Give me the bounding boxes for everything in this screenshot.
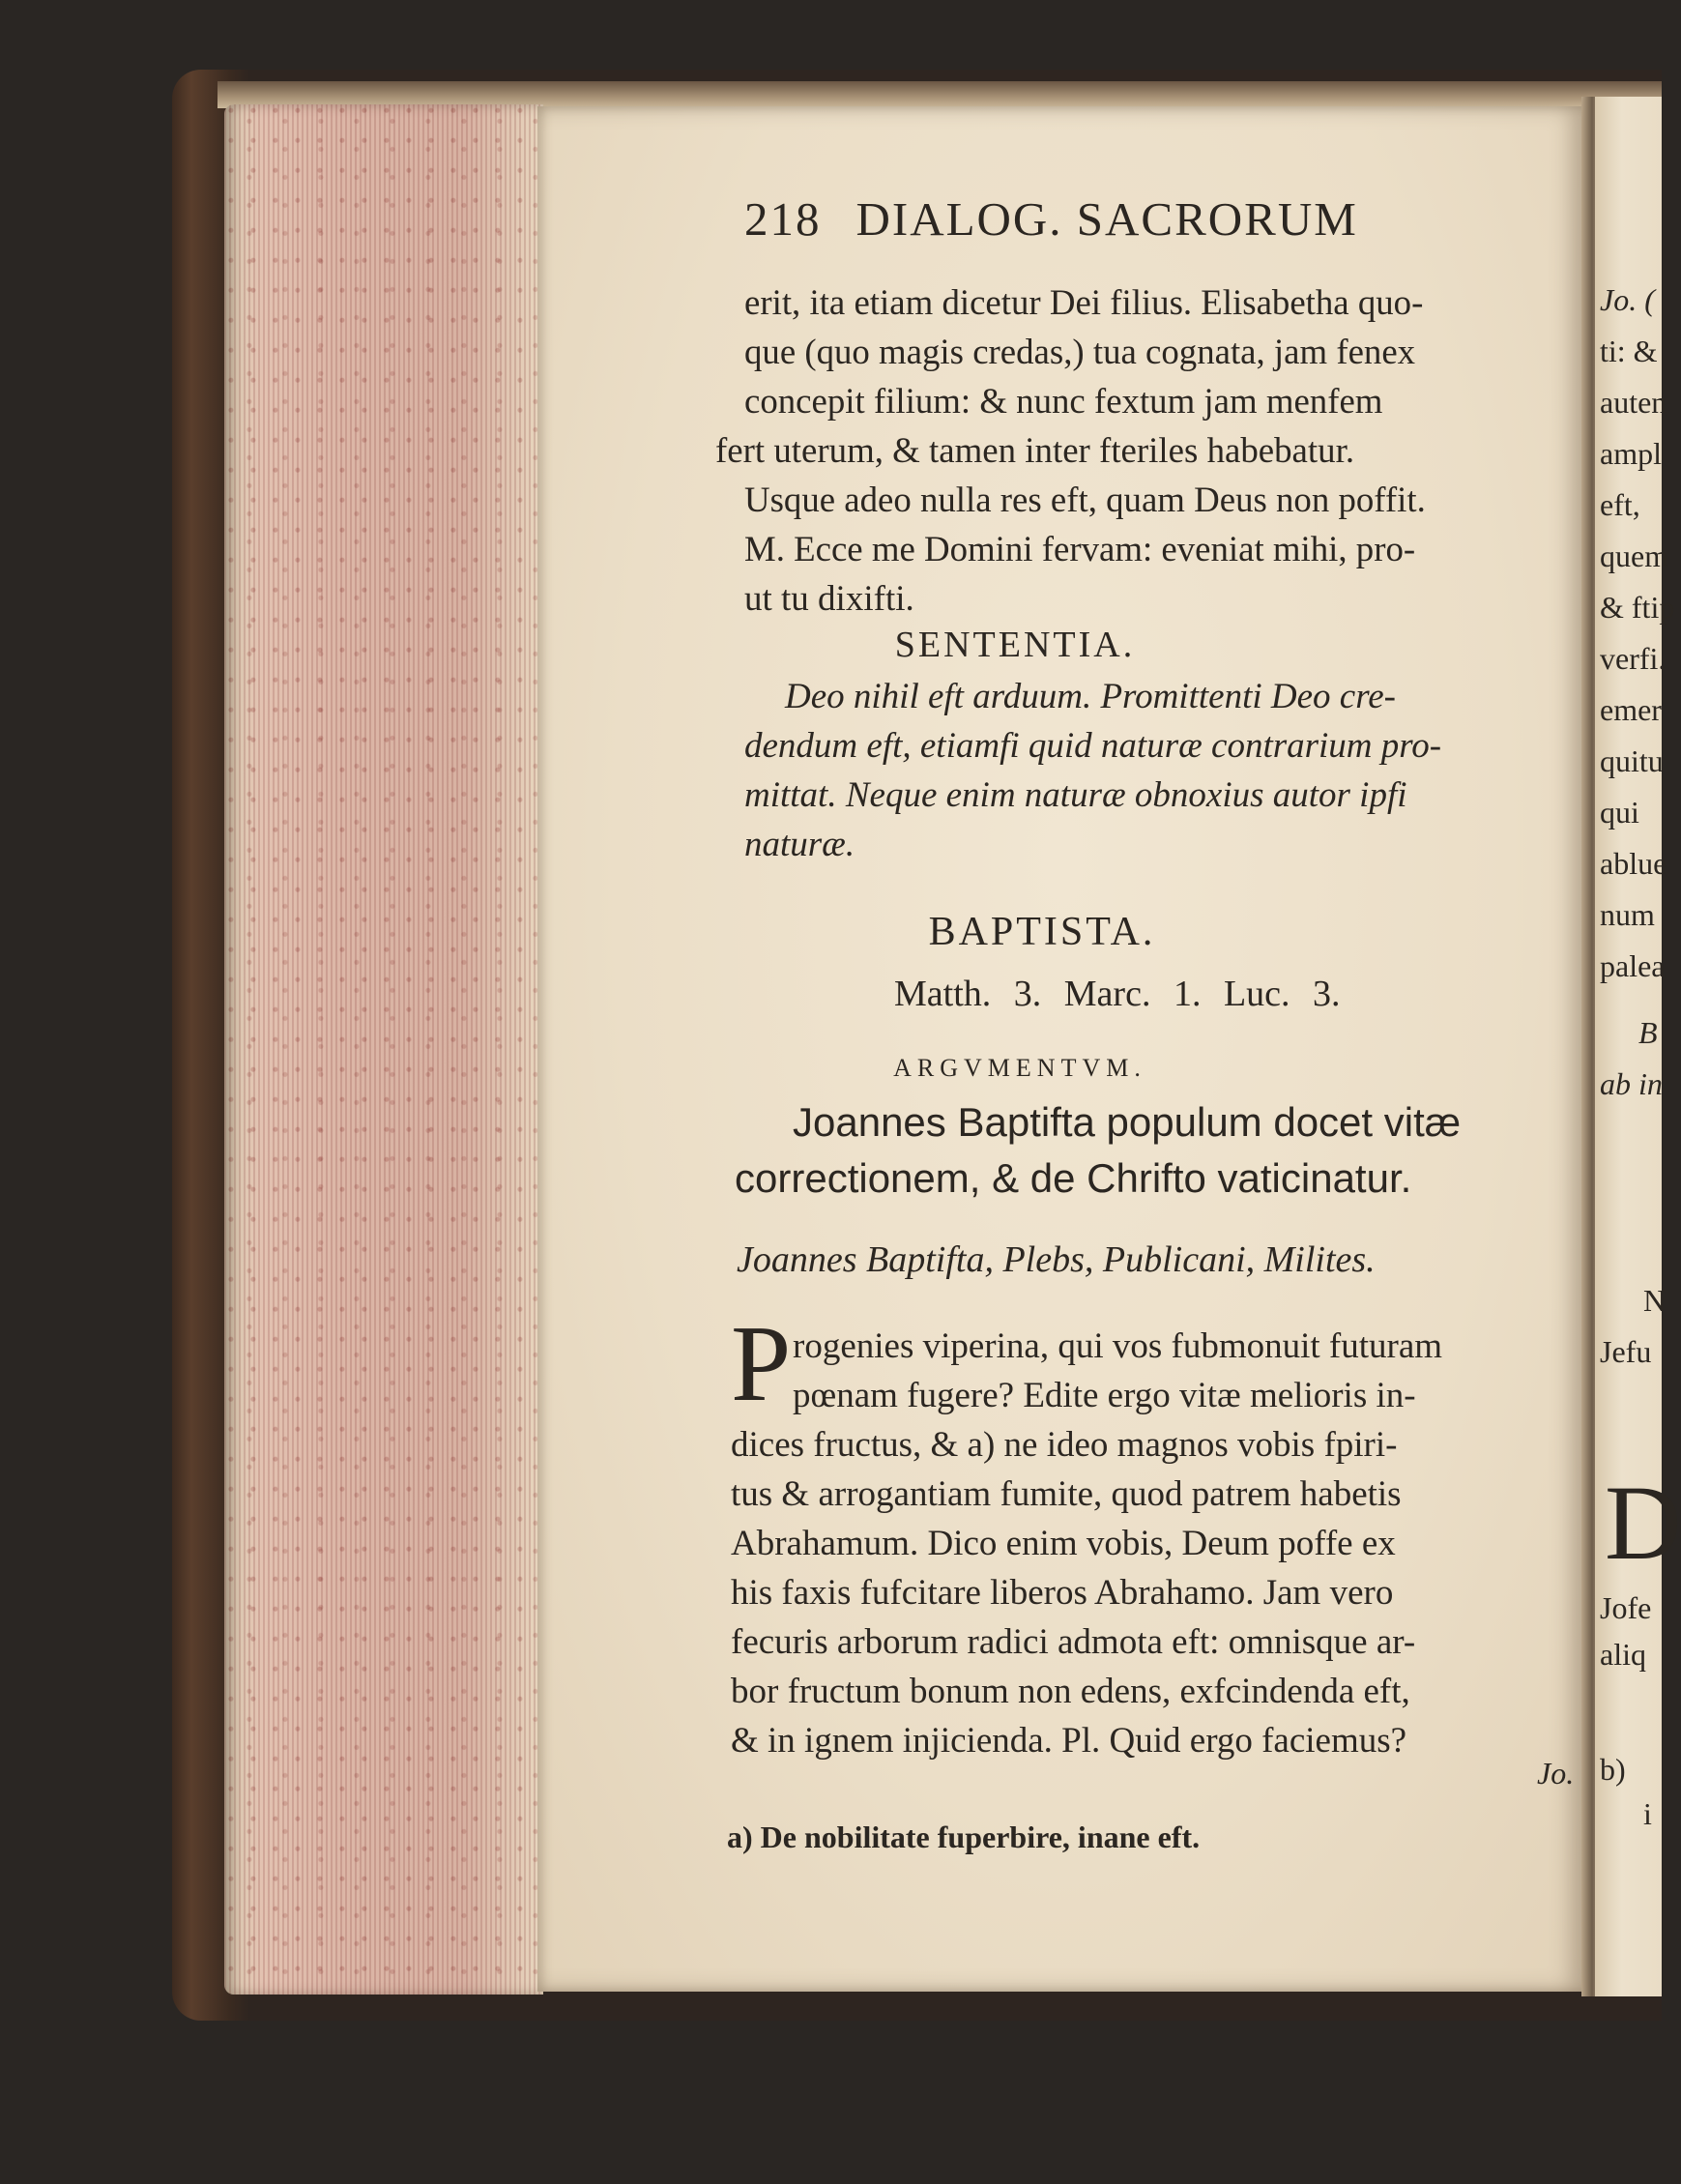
facing-page-text: Jofe	[1600, 1590, 1652, 1625]
drop-cap: P	[731, 1304, 792, 1424]
facing-page-text: qui	[1600, 795, 1639, 830]
dialogue-line: Abrahamum. Dico enim vobis, Deum poffe ex	[731, 1524, 1396, 1563]
facing-page-text: verfi.	[1600, 641, 1667, 676]
running-head-title: DIALOG. SACRORUM	[855, 192, 1358, 246]
facing-page-text: palea	[1600, 948, 1666, 983]
facing-page-text: quitu	[1600, 743, 1664, 778]
dialogue-line: & in ignem injicienda. Pl. Quid ergo faciemus?	[731, 1721, 1407, 1761]
sententia-line: mittat. Neque enim naturæ obnoxius autor ipfi	[744, 775, 1407, 815]
facing-page-text: ti: &	[1600, 334, 1658, 368]
facing-page-text: Jefu	[1600, 1334, 1652, 1369]
dialogue-line: pœnam fugere? Edite ergo vitæ melioris in-	[793, 1376, 1416, 1415]
dialogue-speakers: Joannes Baptifta, Plebs, Publicani, Milites.	[737, 1239, 1376, 1280]
body-line: que (quo magis credas,) tua cognata, jam fenex	[744, 333, 1416, 372]
catchword: Jo.	[1537, 1756, 1575, 1791]
facing-page-text: eft,	[1600, 487, 1640, 522]
facing-page-text: ampl	[1600, 436, 1662, 471]
argumentum-label: ARGVMENTVM.	[893, 1054, 1146, 1082]
facing-page-text: num	[1600, 897, 1655, 932]
body-line: Usque adeo nulla res eft, quam Deus non poffit.	[744, 480, 1426, 520]
facing-page-text: quem	[1600, 539, 1669, 573]
dialogue-line: tus & arrogantiam fumite, quod patrem habetis	[731, 1474, 1402, 1514]
running-head	[744, 191, 1358, 247]
facing-page-text: N	[1643, 1283, 1667, 1318]
sententia-line: naturæ.	[744, 825, 855, 864]
facing-page-text: & ftip	[1600, 590, 1675, 625]
dialogue-line: his faxis fufcitare liberos Abrahamo. Jam vero	[731, 1573, 1394, 1613]
facing-page-text: b)	[1600, 1752, 1626, 1787]
facing-page-text: aliq	[1600, 1637, 1646, 1672]
facing-page-text: i	[1643, 1796, 1652, 1831]
sententia-heading: SENTENTIA.	[894, 625, 1136, 665]
dialogue-line: dices fructus, & a) ne ideo magnos vobis fpiri-	[731, 1425, 1398, 1465]
facing-page-text: emer	[1600, 692, 1662, 727]
page-block-fore-edge	[224, 104, 543, 1995]
dialogue-line: fecuris arborum radici admota eft: omnisque ar-	[731, 1622, 1416, 1662]
facing-page-text: B	[1638, 1015, 1658, 1050]
dialogue-line: rogenies viperina, qui vos fubmonuit futuram	[793, 1326, 1443, 1366]
body-line: erit, ita etiam dicetur Dei filius. Elisabetha quo-	[744, 283, 1424, 323]
facing-page-text: auten	[1600, 385, 1667, 420]
facing-page-text: ablue	[1600, 846, 1667, 881]
facing-page-text: ab in	[1600, 1066, 1663, 1101]
page-number: 218	[744, 192, 822, 246]
facing-page-text: Jo. (	[1600, 282, 1655, 317]
section-title: BAPTISTA.	[928, 910, 1156, 954]
argumentum-line: Joannes Baptifta populum docet vitæ	[793, 1099, 1462, 1145]
dialogue-line: bor fructum bonum non edens, exfcindenda eft,	[731, 1672, 1410, 1711]
sententia-line: dendum eft, etiamfi quid naturæ contrarium pro-	[744, 726, 1442, 766]
body-line: concepit filium: & nunc fextum jam menfem	[744, 382, 1383, 422]
argumentum-line: correctionem, & de Chrifto vaticinatur.	[735, 1155, 1412, 1201]
body-line: fert uterum, & tamen inter fteriles habebatur.	[715, 431, 1355, 471]
facing-page-drop-cap: D	[1605, 1464, 1681, 1582]
body-line: M. Ecce me Domini fervam: eveniat mihi, pro-	[744, 530, 1416, 569]
footnote: a) De nobilitate fuperbire, inane eft.	[727, 1820, 1201, 1854]
body-line: ut tu dixifti.	[744, 579, 914, 619]
scripture-references: Matth. 3. Marc. 1. Luc. 3.	[894, 974, 1341, 1014]
sententia-line: Deo nihil eft arduum. Promittenti Deo cre-	[785, 677, 1396, 716]
